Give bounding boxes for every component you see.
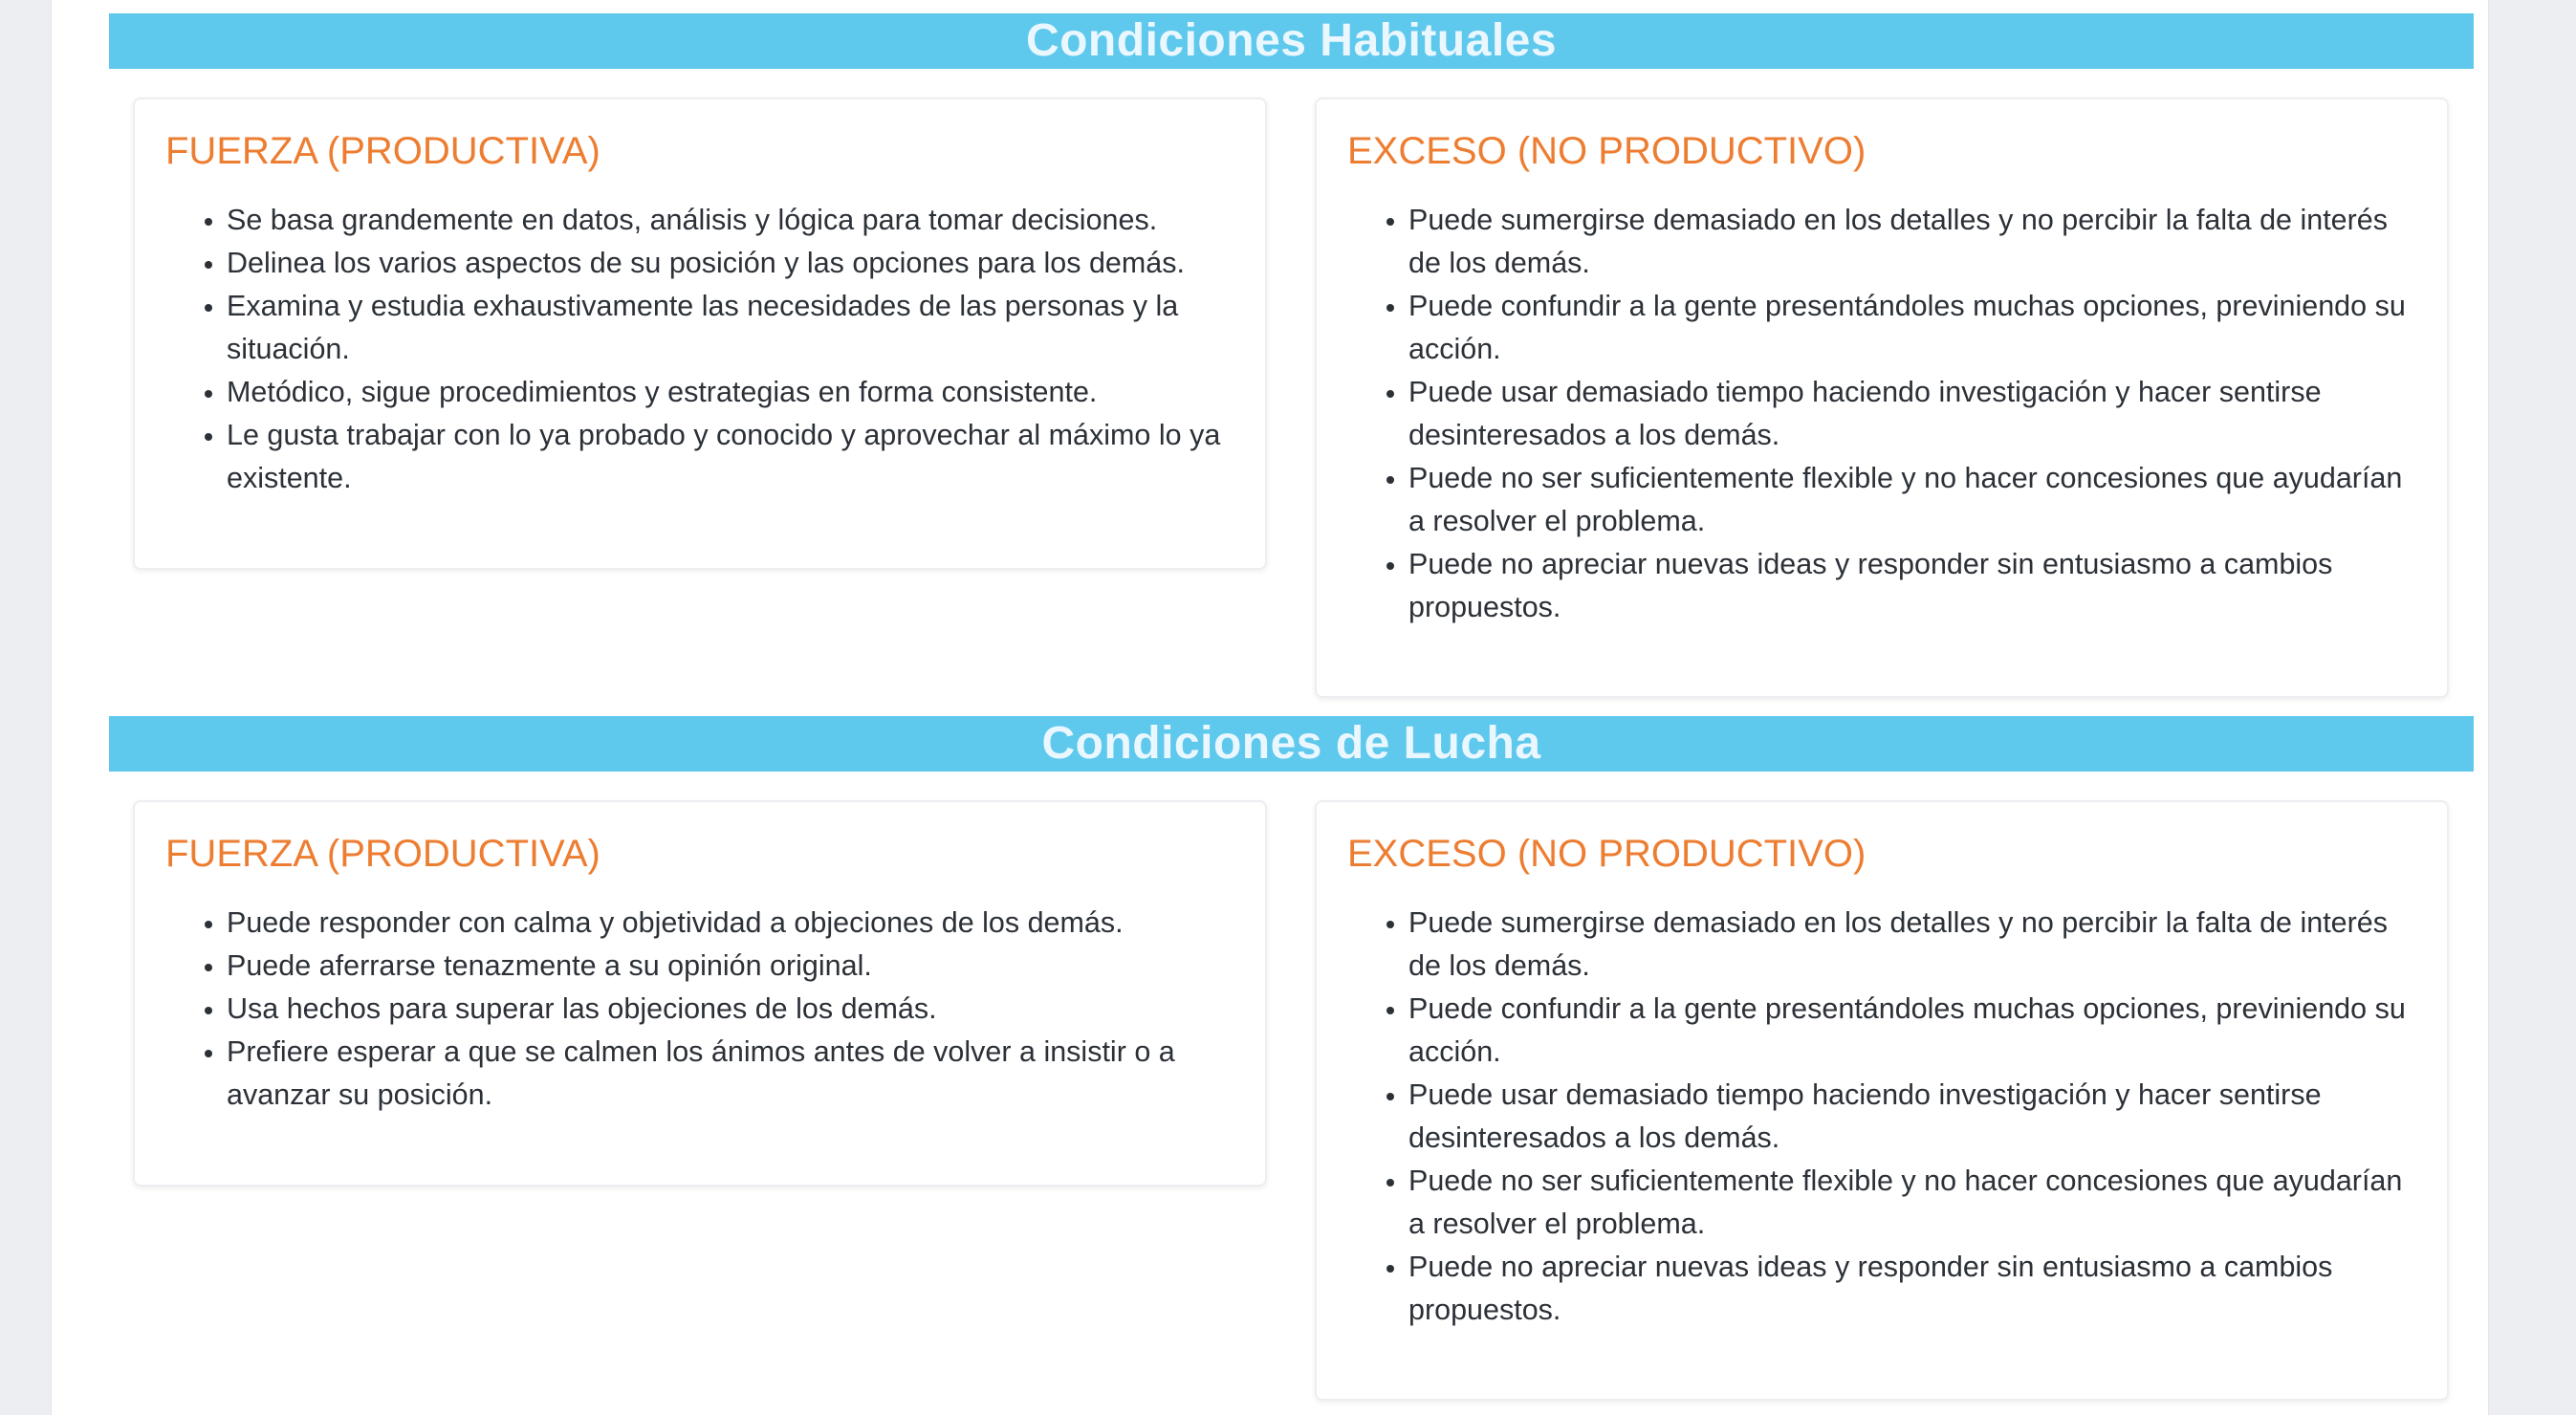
list-item: • Puede no ser suficientemente flexible y no hacer concesiones que ayudarían a resolver el problema. — [1408, 457, 2418, 543]
excess-heading: EXCESO (NO PRODUCTIVO) — [1347, 130, 1867, 172]
list-item: • Puede aferrarse tenazmente a su opinión original. — [227, 945, 1236, 988]
excess-list — [1347, 902, 2418, 1332]
excess-card — [1315, 800, 2449, 1401]
list-item: • Puede usar demasiado tiempo haciendo investigación y hacer sentirse desinteresados a los demás. — [1408, 1074, 2418, 1160]
list-item: • Puede confundir a la gente presentándoles muchas opciones, previniendo su acción. — [1408, 285, 2418, 371]
list-item: • Puede sumergirse demasiado en los detalles y no percibir la falta de interés de los demás. — [1408, 199, 2418, 285]
list-item: • Metódico, sigue procedimientos y estrategias en forma consistente. — [227, 371, 1236, 414]
list-item: • Usa hechos para superar las objeciones de los demás. — [227, 988, 1236, 1031]
list-item: • Prefiere esperar a que se calmen los ánimos antes de volver a insistir o a avanzar su posición. — [227, 1031, 1236, 1117]
strength-list — [165, 199, 1236, 500]
excess-heading: EXCESO (NO PRODUCTIVO) — [1347, 833, 1867, 875]
strength-heading: FUERZA (PRODUCTIVA) — [165, 130, 600, 172]
list-item: • Puede usar demasiado tiempo haciendo investigación y hacer sentirse desinteresados a los demás. — [1408, 371, 2418, 457]
list-item: • Puede no apreciar nuevas ideas y responder sin entusiasmo a cambios propuestos. — [1408, 1246, 2418, 1332]
strength-card — [133, 98, 1267, 570]
strength-card — [133, 800, 1267, 1186]
section-struggle-conditions — [109, 716, 2474, 1383]
list-item: • Puede no apreciar nuevas ideas y responder sin entusiasmo a cambios propuestos. — [1408, 543, 2418, 629]
page-container — [51, 0, 2489, 1415]
section-banner: Condiciones de Lucha — [109, 716, 2474, 772]
list-item: • Puede responder con calma y objetividad a objeciones de los demás. — [227, 902, 1236, 945]
list-item: • Se basa grandemente en datos, análisis y lógica para tomar decisiones. — [227, 199, 1236, 242]
list-item: • Le gusta trabajar con lo ya probado y conocido y aprovechar al máximo lo ya existente. — [227, 414, 1236, 500]
strength-list — [165, 902, 1236, 1117]
list-item: • Delinea los varios aspectos de su posición y las opciones para los demás. — [227, 242, 1236, 285]
strength-heading: FUERZA (PRODUCTIVA) — [165, 833, 600, 875]
list-item: • Puede sumergirse demasiado en los detalles y no percibir la falta de interés de los demás. — [1408, 902, 2418, 988]
section-habitual-conditions — [109, 13, 2474, 681]
list-item: • Puede confundir a la gente presentándoles muchas opciones, previniendo su acción. — [1408, 988, 2418, 1074]
excess-list — [1347, 199, 2418, 629]
list-item: • Examina y estudia exhaustivamente las necesidades de las personas y la situación. — [227, 285, 1236, 371]
section-cards — [109, 772, 2474, 1383]
section-cards — [109, 69, 2474, 681]
list-item: • Puede no ser suficientemente flexible y no hacer concesiones que ayudarían a resolver el problema. — [1408, 1160, 2418, 1246]
excess-card — [1315, 98, 2449, 698]
section-banner: Condiciones Habituales — [109, 13, 2474, 69]
